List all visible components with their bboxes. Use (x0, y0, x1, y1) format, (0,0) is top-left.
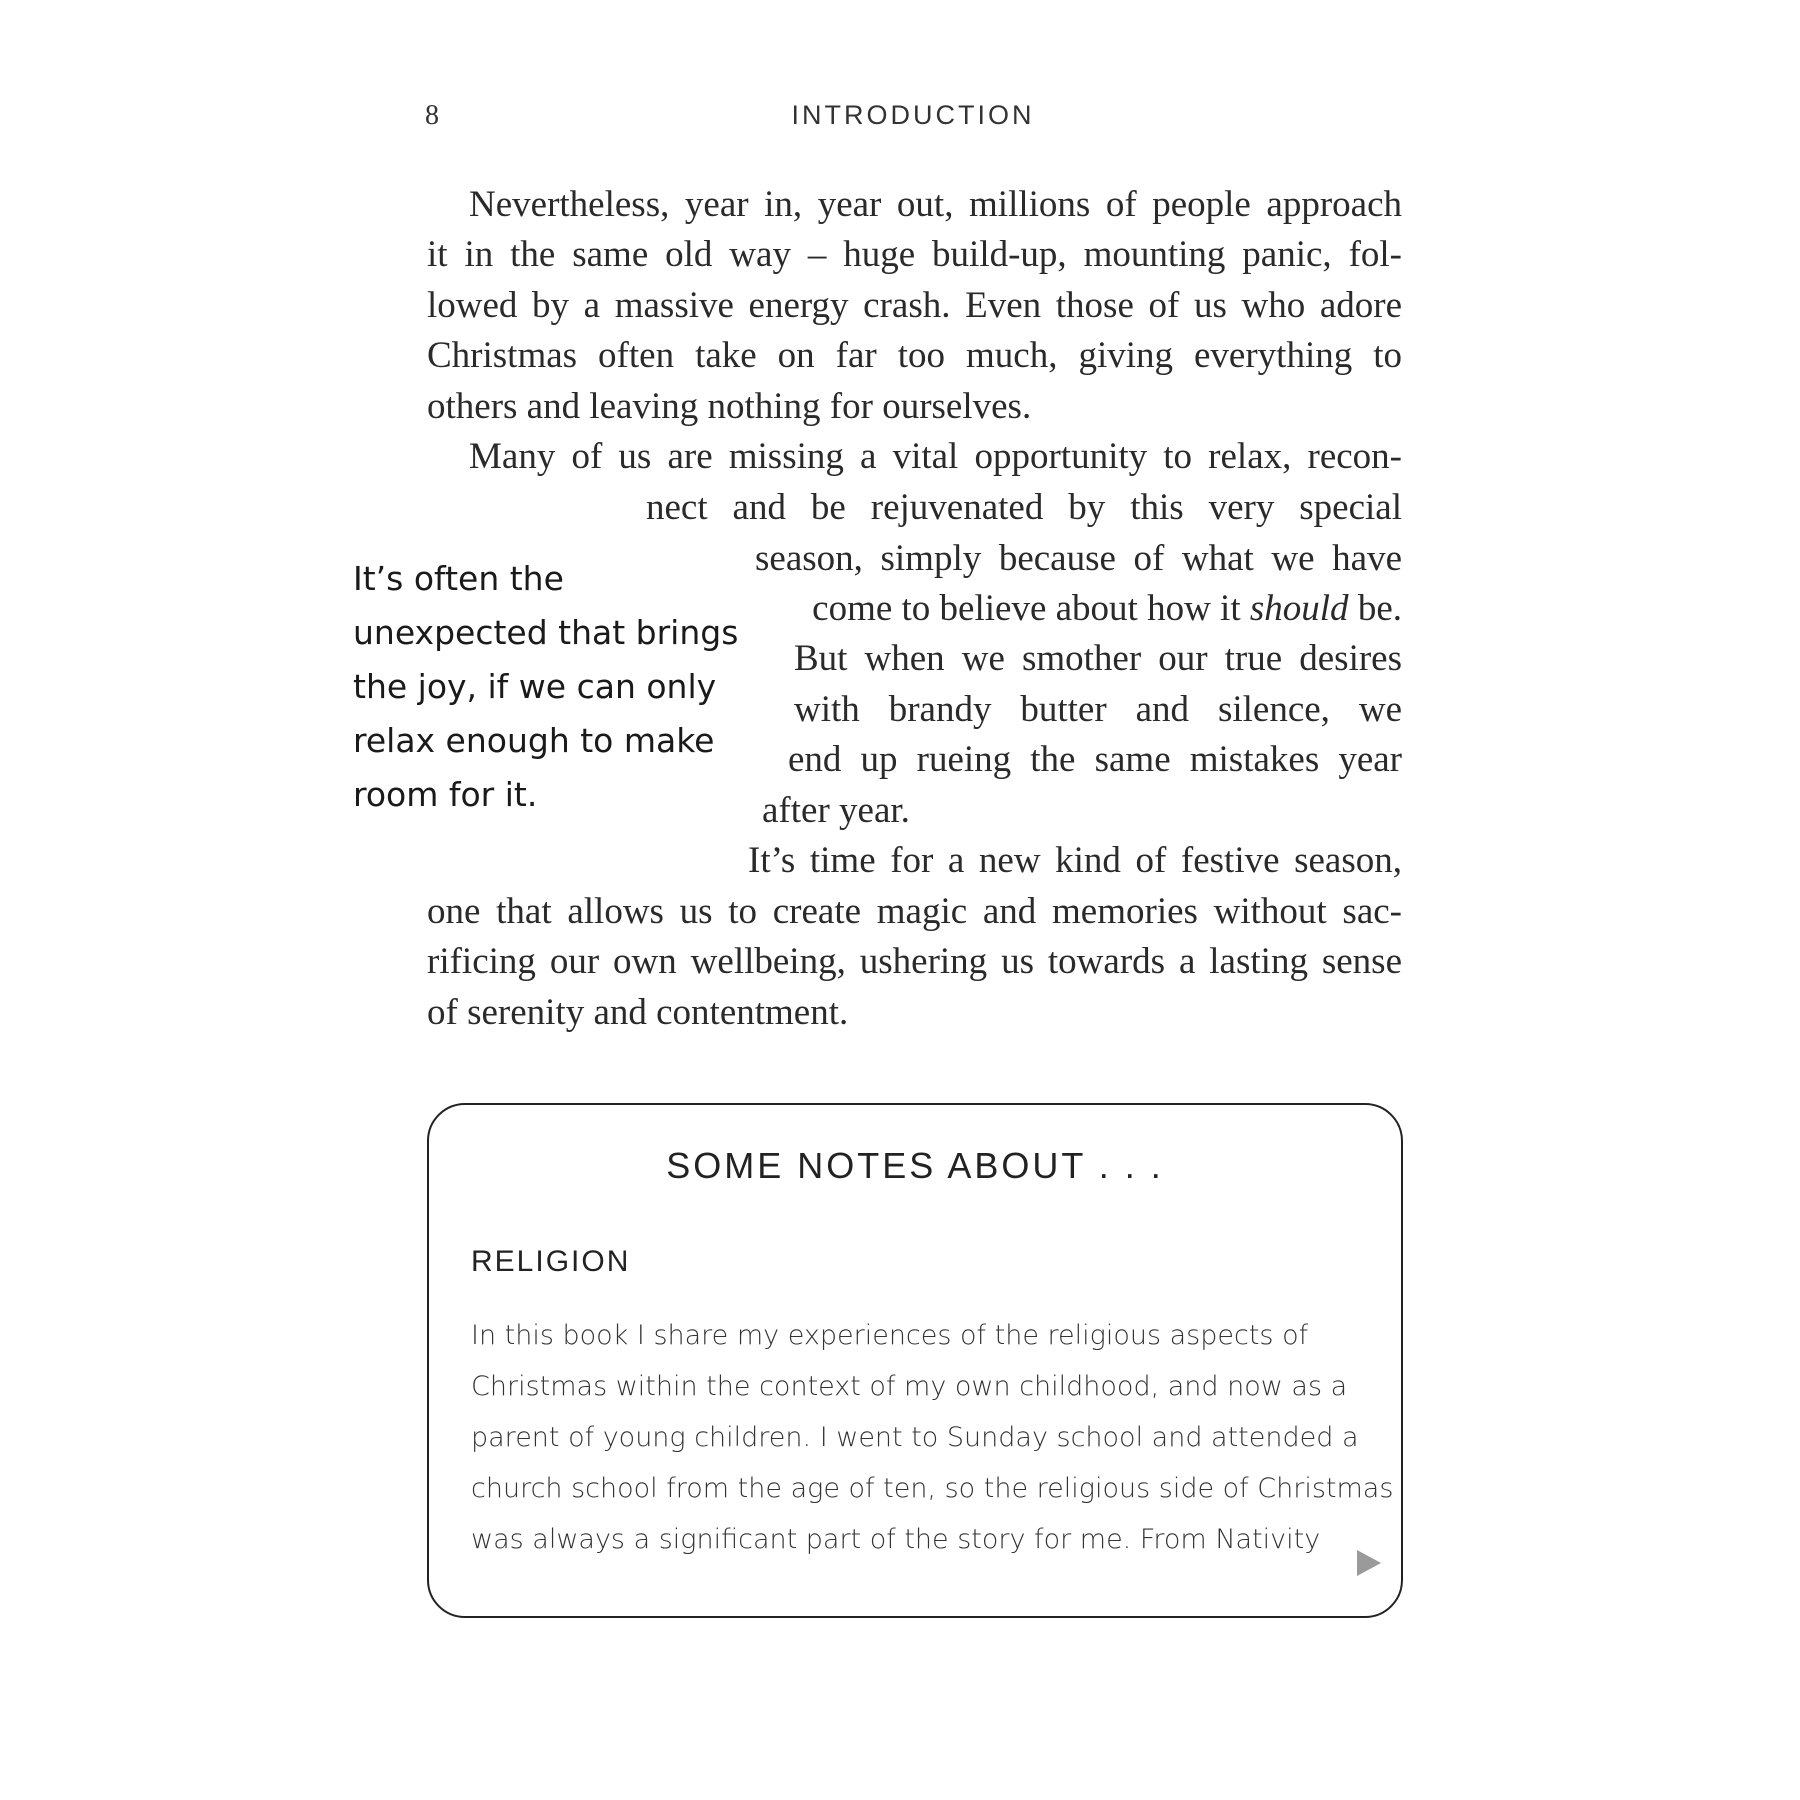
pull-quote-line: unexpected that brings (353, 613, 739, 652)
body-line: Many of us are missing a vital opportunity to relax, recon- (469, 436, 1402, 477)
body-line (788, 584, 1402, 634)
body-line: after year. (762, 790, 910, 831)
body-line: one that allows us to create magic and memories without sac- (427, 891, 1402, 932)
notes-body (471, 1310, 1394, 1565)
pull-quote-line: the joy, if we can only (353, 667, 717, 706)
play-arrow-icon (1357, 1550, 1381, 1576)
page-number: 8 (425, 100, 439, 131)
pull-quote-line: It’s often the (353, 559, 564, 598)
pull-quote-line: relax enough to make (353, 721, 715, 760)
notes-line: Christmas within the context of my own childhood, and now as a (471, 1371, 1348, 1402)
notes-heading: RELIGION (471, 1245, 631, 1278)
body-text-segment: be. (1348, 588, 1402, 629)
body-line: Christmas often take on far too much, giving everything to (427, 335, 1402, 376)
notes-title: SOME NOTES ABOUT . . . (666, 1145, 1164, 1186)
pull-quote-line: room for it. (353, 775, 538, 814)
body-line: with brandy butter and silence, we (794, 689, 1402, 730)
notes-line: In this book I share my experiences of the religious aspects of (471, 1320, 1309, 1351)
body-line: end up rueing the same mistakes year (788, 739, 1402, 780)
body-line: it in the same old way – huge build-up, mounting panic, fol- (427, 234, 1402, 275)
notes-line: church school from the age of ten, so the religious side of Christmas (471, 1473, 1394, 1504)
body-line: It’s time for a new kind of festive season, (748, 840, 1402, 881)
body-line: of serenity and contentment. (427, 992, 849, 1033)
body-line: others and leaving nothing for ourselves. (427, 386, 1032, 427)
body-line: season, simply because of what we have (755, 538, 1402, 579)
body-line: lowed by a massive energy crash. Even those of us who adore (427, 285, 1402, 326)
body-text-segment: come to believe about how it (812, 588, 1250, 629)
emphasis-word: should (1249, 588, 1349, 629)
notes-box (427, 1103, 1403, 1618)
notes-line: was always a significant part of the story for me. From Nativity (471, 1524, 1321, 1555)
pull-quote (353, 552, 753, 822)
running-header: INTRODUCTION (791, 100, 1035, 130)
body-line: nect and be rejuvenated by this very special (646, 487, 1402, 528)
notes-line: parent of young children. I went to Sunday school and attended a (471, 1422, 1359, 1453)
body-line: rificing our own wellbeing, ushering us towards a lasting sense (427, 941, 1402, 982)
body-line: But when we smother our true desires (794, 638, 1402, 679)
body-line: Nevertheless, year in, year out, millions of people approach (469, 184, 1402, 225)
